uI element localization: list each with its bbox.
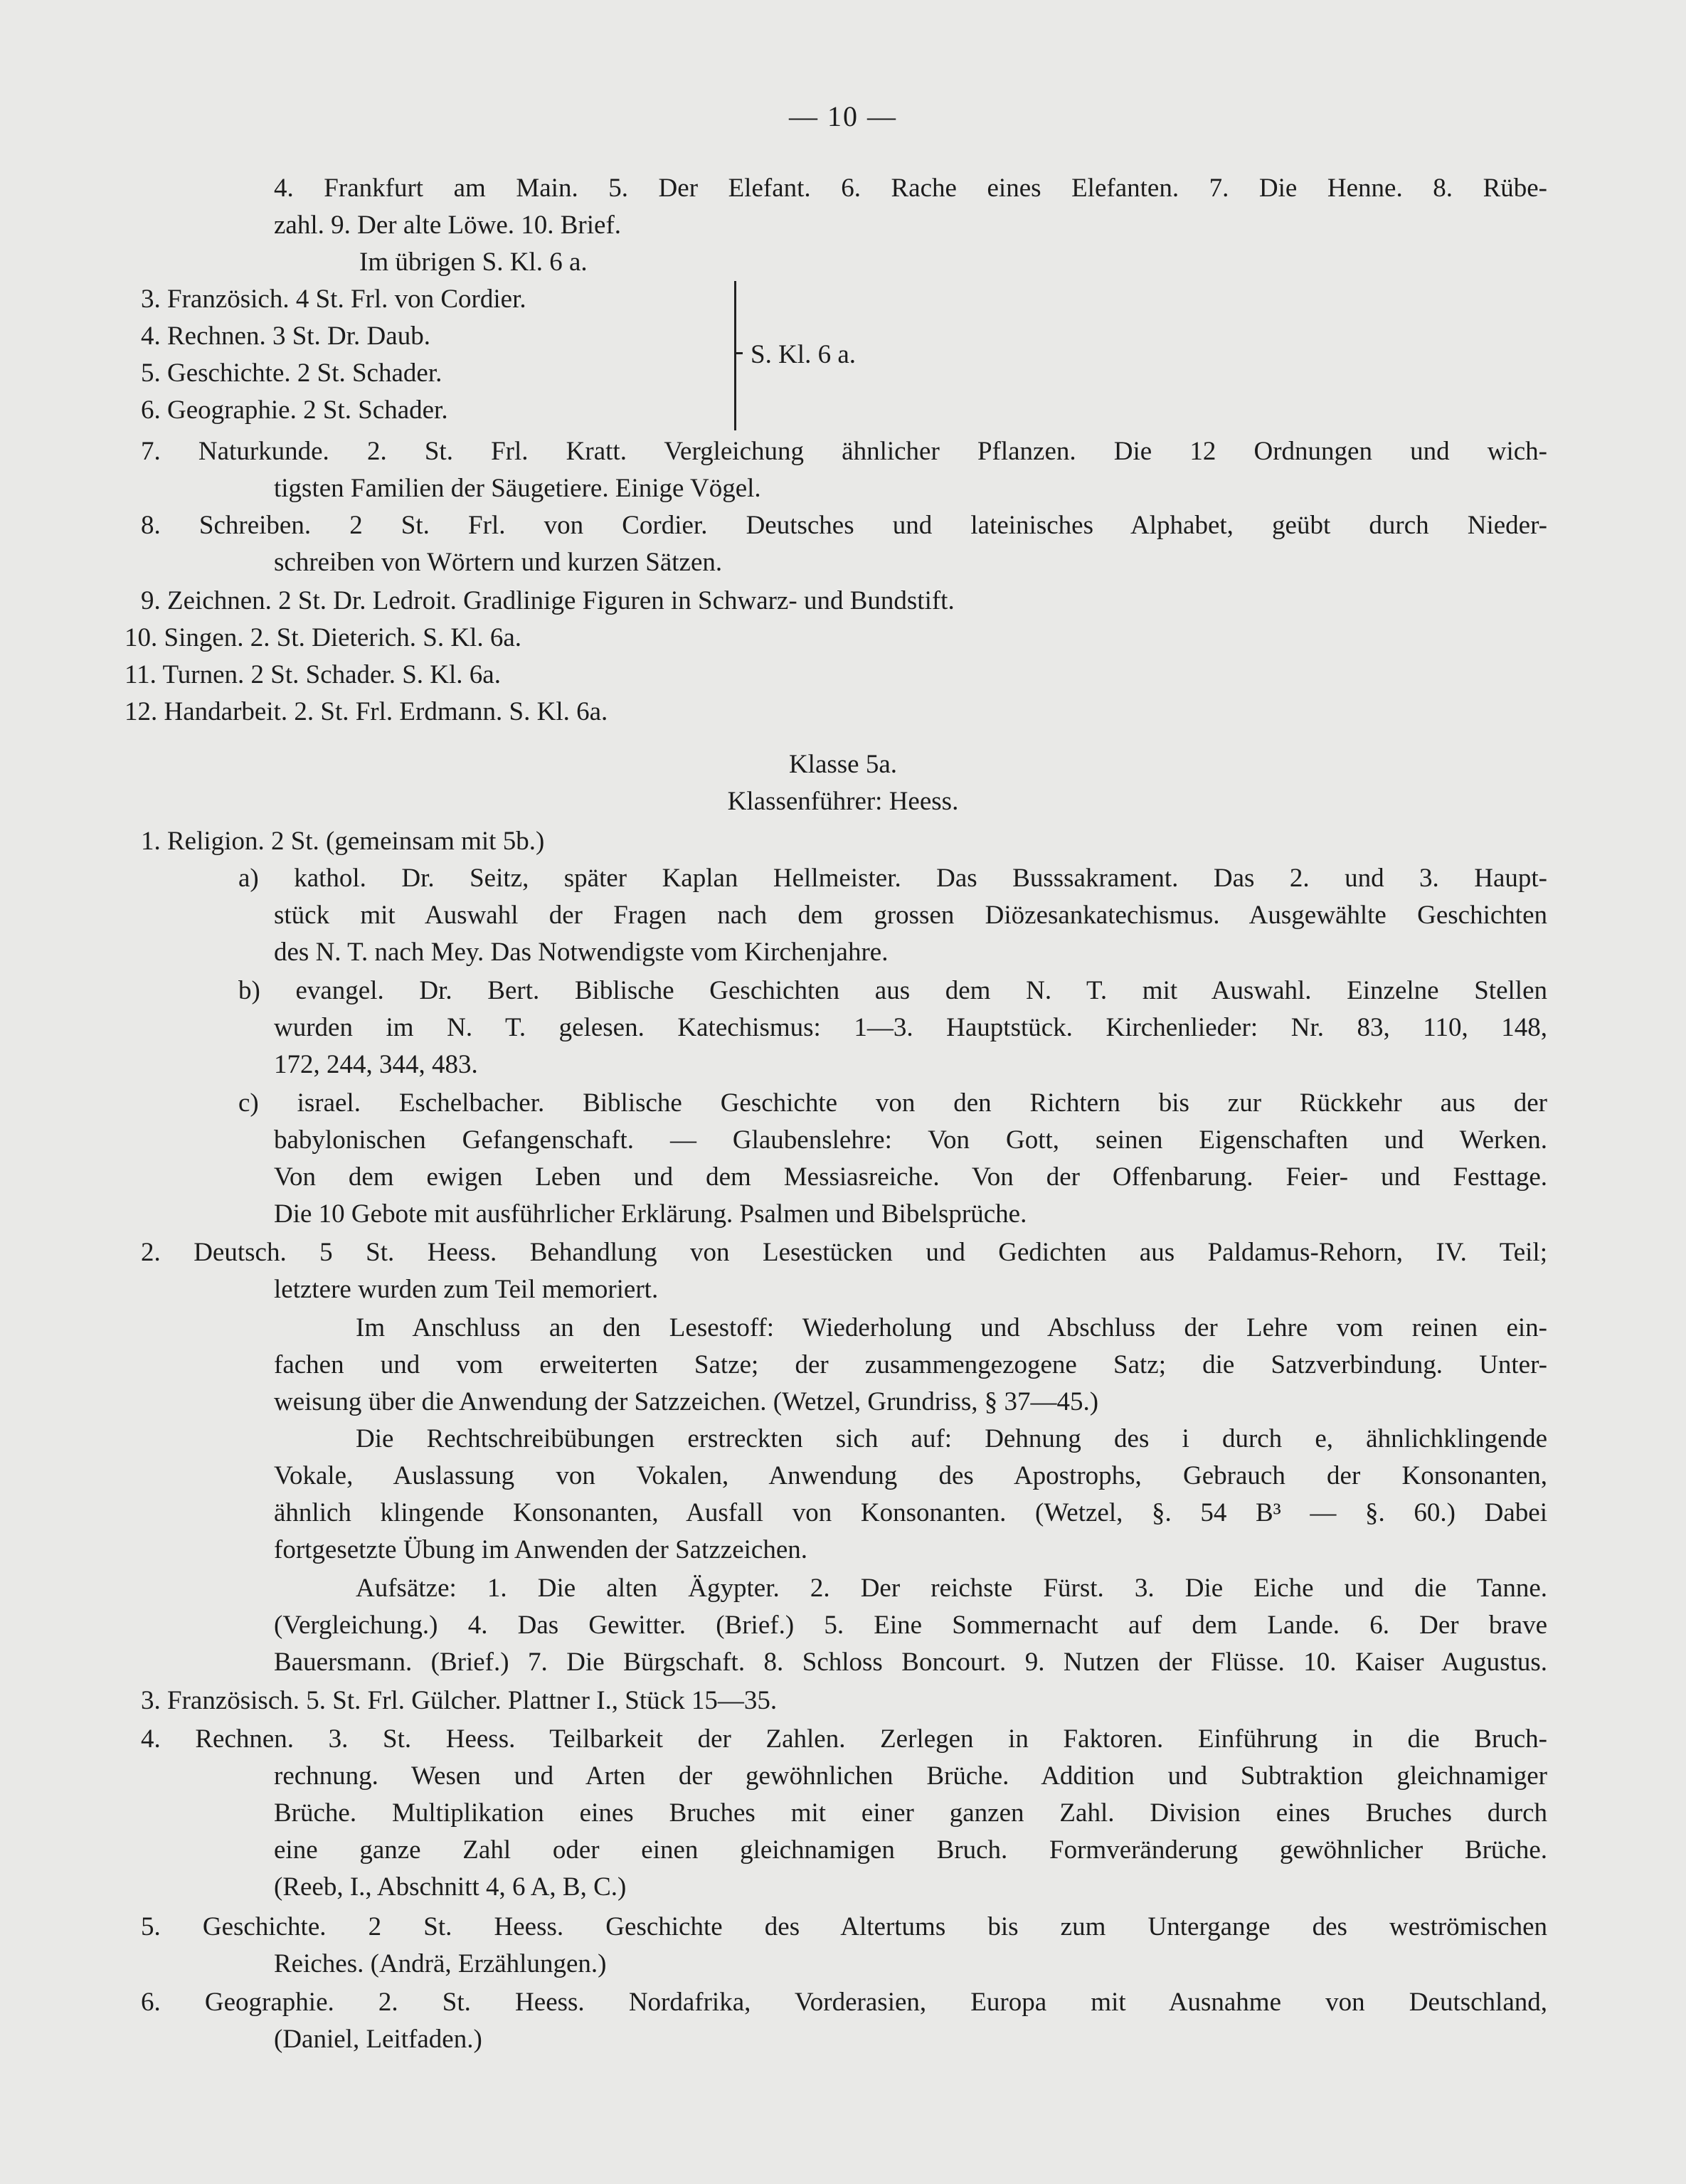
text-line: c) israel. Eschelbacher. Biblische Geschichte von den Richtern bis zur Rückkehr aus der bbox=[238, 1088, 1547, 1118]
text-line: b) evangel. Dr. Bert. Biblische Geschichten aus dem N. T. mit Auswahl. Einzelne Stellen bbox=[238, 976, 1547, 1005]
text-line: babylonischen Gefangenschaft. — Glaubenslehre: Von Gott, seinen Eigenschaften und Werken. bbox=[274, 1125, 1547, 1155]
text-line: wurden im N. T. gelesen. Katechismus: 1—3. Hauptstück. Kirchenlieder: Nr. 83, 110, 148, bbox=[274, 1013, 1547, 1042]
text-line: Im Anschluss an den Lesestoff: Wiederholung und Abschluss der Lehre vom reinen ein- bbox=[356, 1313, 1547, 1342]
text-line: Brüche. Multiplikation eines Bruches mit einer ganzen Zahl. Division eines Bruches durch bbox=[274, 1798, 1547, 1828]
text-line: fortgesetzte Übung im Anwenden der Satzzeichen. bbox=[274, 1535, 808, 1564]
text-line: Im übrigen S. Kl. 6 a. bbox=[359, 248, 588, 277]
text-line: eine ganze Zahl oder einen gleichnamigen Bruch. Formveränderung gewöhnlicher Brüche. bbox=[274, 1835, 1547, 1865]
text-line: Die 10 Gebote mit ausführlicher Erklärung. Psalmen und Bibelsprüche. bbox=[274, 1199, 1027, 1229]
text-line: Bauersmann. (Brief.) 7. Die Bürgschaft. 8. Schloss Boncourt. 9. Nutzen der Flüsse. 10. Kaiser Augustus. bbox=[274, 1648, 1547, 1677]
text-line: des N. T. nach Mey. Das Notwendigste vom Kirchenjahre. bbox=[274, 938, 889, 967]
text-line: weisung über die Anwendung der Satzzeichen. (Wetzel, Grundriss, § 37—45.) bbox=[274, 1387, 1099, 1416]
text-line: a) kathol. Dr. Seitz, später Kaplan Hellmeister. Das Busssakrament. Das 2. und 3. Haupt- bbox=[238, 864, 1547, 893]
text-line: Reiches. (Andrä, Erzählungen.) bbox=[274, 1949, 607, 1978]
text-line: ähnlich klingende Konsonanten, Ausfall von Konsonanten. (Wetzel, §. 54 B³ — §. 60.) Dabei bbox=[274, 1498, 1547, 1527]
subject-geographie: 6. Geographie. 2 St. Schader. bbox=[141, 396, 448, 425]
class-leader: Klassenführer: Heess. bbox=[727, 787, 959, 816]
text-line: Aufsätze: 1. Die alten Ägypter. 2. Der reichste Fürst. 3. Die Eiche und die Tanne. bbox=[356, 1574, 1547, 1603]
text-line: tigsten Familien der Säugetiere. Einige Vögel. bbox=[274, 474, 761, 503]
brace-tip bbox=[734, 352, 743, 354]
text-line: (Daniel, Leitfaden.) bbox=[274, 2025, 482, 2054]
text-line: Die Rechtschreibübungen erstreckten sich auf: Dehnung des i durch e, ähnlichklingende bbox=[356, 1424, 1547, 1453]
text-line: stück mit Auswahl der Fragen nach dem grossen Diözesankatechismus. Ausgewählte Geschichten bbox=[274, 901, 1547, 930]
subject-geschichte-5a: 5. Geschichte. 2 St. Heess. Geschichte des Altertums bis zum Untergange des weströmischen bbox=[141, 1912, 1547, 1941]
text-line: 4. Frankfurt am Main. 5. Der Elefant. 6. Rache eines Elefanten. 7. Die Henne. 8. Rübe- bbox=[274, 174, 1547, 203]
subject-religion: 1. Religion. 2 St. (gemeinsam mit 5b.) bbox=[141, 827, 545, 856]
text-line: fachen und vom erweiterten Satze; der zusammengezogene Satz; die Satzverbindung. Unter- bbox=[274, 1350, 1547, 1379]
subject-schreiben: 8. Schreiben. 2 St. Frl. von Cordier. Deutsches und lateinisches Alphabet, geübt durch Nieder- bbox=[141, 511, 1547, 540]
text-line: (Reeb, I., Abschnitt 4, 6 A, B, C.) bbox=[274, 1872, 627, 1902]
text-line: (Vergleichung.) 4. Das Gewitter. (Brief.) 5. Eine Sommernacht auf dem Lande. 6. Der brave bbox=[274, 1611, 1547, 1640]
text-line: schreiben von Wörtern und kurzen Sätzen. bbox=[274, 548, 723, 577]
subject-handarbeit: 12. Handarbeit. 2. St. Frl. Erdmann. S. Kl. 6a. bbox=[124, 697, 608, 726]
subject-turnen: 11. Turnen. 2 St. Schader. S. Kl. 6a. bbox=[124, 660, 501, 689]
subject-singen: 10. Singen. 2. St. Dieterich. S. Kl. 6a. bbox=[124, 623, 522, 652]
subject-franzoesisch: 3. Französich. 4 St. Frl. von Cordier. bbox=[141, 285, 526, 314]
subject-zeichnen: 9. Zeichnen. 2 St. Dr. Ledroit. Gradlinige Figuren in Schwarz- und Bundstift. bbox=[141, 586, 955, 615]
text-line: Vokale, Auslassung von Vokalen, Anwendung des Apostrophs, Gebrauch der Konsonanten, bbox=[274, 1461, 1547, 1490]
subject-franzoesisch-5a: 3. Französisch. 5. St. Frl. Gülcher. Plattner I., Stück 15—35. bbox=[141, 1686, 778, 1715]
subject-geographie-5a: 6. Geographie. 2. St. Heess. Nordafrika, Vorderasien, Europa mit Ausnahme von Deutschland, bbox=[141, 1988, 1547, 2017]
text-line: letztere wurden zum Teil memoriert. bbox=[274, 1275, 659, 1304]
class-heading: Klasse 5a. bbox=[788, 750, 898, 779]
subject-rechnen: 4. Rechnen. 3 St. Dr. Daub. bbox=[141, 322, 430, 351]
page-number: — 10 — bbox=[789, 100, 897, 132]
text-line: Von dem ewigen Leben und dem Messiasreiche. Von der Offenbarung. Feier- und Festtage. bbox=[274, 1162, 1547, 1192]
brace bbox=[726, 281, 736, 430]
subject-geschichte: 5. Geschichte. 2 St. Schader. bbox=[141, 359, 442, 388]
text-line: 172, 244, 344, 483. bbox=[274, 1050, 478, 1079]
subject-deutsch: 2. Deutsch. 5 St. Heess. Behandlung von Lesestücken und Gedichten aus Paldamus-Rehorn, IV. Teil; bbox=[141, 1238, 1547, 1267]
subject-naturkunde: 7. Naturkunde. 2. St. Frl. Kratt. Vergleichung ähnlicher Pflanzen. Die 12 Ordnungen und wich- bbox=[141, 437, 1547, 466]
text-line: zahl. 9. Der alte Löwe. 10. Brief. bbox=[274, 211, 622, 240]
subject-rechnen-5a: 4. Rechnen. 3. St. Heess. Teilbarkeit der Zahlen. Zerlegen in Faktoren. Einführung in die Bruch- bbox=[141, 1724, 1547, 1754]
brace-label: S. Kl. 6 a. bbox=[751, 340, 856, 369]
text-line: rechnung. Wesen und Arten der gewöhnlichen Brüche. Addition und Subtraktion gleichnamiger bbox=[274, 1761, 1547, 1791]
